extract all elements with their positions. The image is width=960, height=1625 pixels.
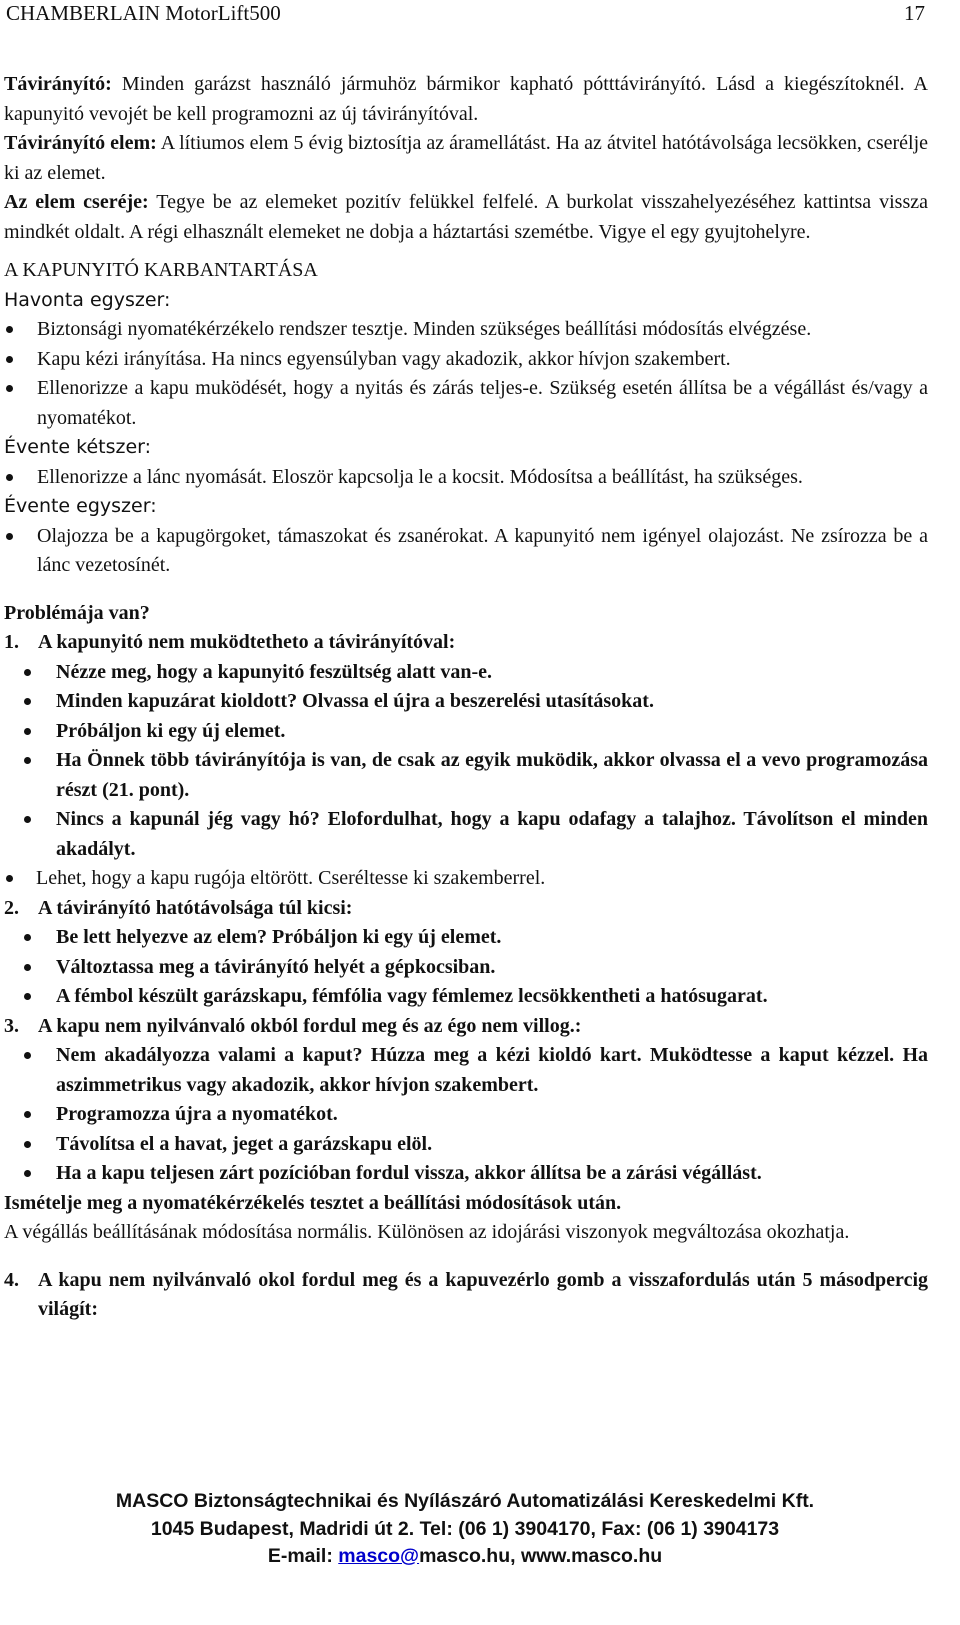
email-link[interactable]: masco@ bbox=[338, 1545, 420, 1567]
battery-label: Távirányító elem: bbox=[4, 132, 157, 154]
company-footer bbox=[0, 1488, 930, 1571]
maintenance-heading: A KAPUNYITÓ KARBANTARTÁSA bbox=[4, 259, 318, 281]
section-2-title: 2. A távirányító hatótávolsága túl kicsi: bbox=[4, 896, 353, 919]
section-1-extra-list bbox=[4, 864, 928, 894]
section-3-title: 3. A kapu nem nyilvánvaló okból fordul meg és az égo nem villog.: bbox=[4, 1014, 582, 1037]
list-item: Be lett helyezve az elem? Próbáljon ki egy új elemet. bbox=[56, 926, 502, 948]
remote-label: Távirányító: bbox=[4, 73, 112, 95]
list-item: Ellenorizze a kapu muködését, hogy a nyitás és zárás teljes-e. Szükség esetén állítsa be a végállást és/vagy a nyomatékot. bbox=[37, 377, 928, 429]
monthly-list bbox=[4, 315, 928, 433]
list-item: Nincs a kapunál jég vagy hó? Elofordulhat, hogy a kapu odafagy a talajhoz. Távolítson el minden akadályt. bbox=[56, 808, 928, 860]
section-1-title: 1. A kapunyitó nem muködtetheto a távirányítóval: bbox=[4, 631, 456, 653]
remote-text: Minden garázst használó jármuhöz bármikor kapható pótttávirányító. Lásd a kiegészítoknél. A kapunyitó vevojét be kell programozni az új távirányítóval. bbox=[4, 73, 928, 125]
list-item: Programozza újra a nyomatékot. bbox=[56, 1103, 338, 1125]
section-2-list bbox=[4, 923, 928, 1012]
footer-company-name: MASCO Biztonságtechnikai és Nyílászáró Automatizálási Kereskedelmi Kft. bbox=[115, 1490, 815, 1512]
header-title: CHAMBERLAIN MotorLift500 bbox=[6, 1, 281, 25]
list-item: Nézze meg, hogy a kapunyitó feszültség alatt van-e. bbox=[56, 660, 493, 683]
list-item: Változtassa meg a távirányító helyét a gépkocsiban. bbox=[56, 955, 496, 978]
section-3-list bbox=[4, 1041, 928, 1189]
yearly-list bbox=[4, 522, 928, 581]
battery-paragraph bbox=[4, 129, 928, 188]
page-content bbox=[4, 70, 928, 1325]
list-item: Távolítsa el a havat, jeget a garázskapu elöl. bbox=[56, 1132, 433, 1155]
list-item: Nem akadályozza valami a kaput? Húzza meg a kézi kioldó kart. Muködtesse a kaput kézzel. Ha aszimmetrikus vagy akadozik, akkor hívjon szakembert. bbox=[56, 1044, 928, 1096]
battery-replace-paragraph bbox=[4, 188, 928, 247]
list-item: A fémbol készült garázskapu, fémfólia vagy fémlemez lecsökkentheti a hatósugarat. bbox=[56, 985, 768, 1007]
list-item: Ha Önnek több távirányítója is van, de csak az egyik muködik, akkor olvassa el a vevo programozása részt (21. pont). bbox=[56, 749, 928, 801]
list-item: Ellenorizze a lánc nyomását. Eloször kapcsolja le a kocsit. Módosítsa a beállítást, ha szükséges. bbox=[37, 465, 803, 488]
section-1-list bbox=[4, 658, 928, 865]
limit-adjust-note: A végállás beállításának módosítása normális. Különösen az idojárási viszonyok megváltozása okozhatja. bbox=[4, 1221, 850, 1243]
twice-yearly-list bbox=[4, 463, 928, 493]
list-item: Biztonsági nyomatékérzékelo rendszer tesztje. Minden szükséges beállítási módosítás elvégzése. bbox=[37, 318, 812, 340]
page-number: 17 bbox=[904, 1, 925, 25]
page-header bbox=[6, 0, 925, 28]
troubleshooting-heading: Problémája van? bbox=[4, 601, 150, 624]
battery-text: A lítiumos elem 5 évig biztosítja az áramellátást. Ha az átvitel hatótávolsága lecsökken, cserélje ki az elemet. bbox=[4, 132, 929, 184]
footer-address: 1045 Budapest, Madridi út 2. Tel: (06 1) 3904170, Fax: (06 1) 3904173 bbox=[150, 1517, 780, 1540]
list-item: Kapu kézi irányítása. Ha nincs egyensúlyban vagy akadozik, akkor hívjon szakembert. bbox=[37, 347, 731, 370]
remote-paragraph bbox=[4, 70, 928, 129]
list-item: Lehet, hogy a kapu rugója eltörött. Cseréltesse ki szakemberrel. bbox=[36, 867, 546, 889]
list-item: Olajozza be a kapugörgoket, támaszokat és zsanérokat. A kapunyitó nem igényel olajozást. Ne zsírozza be a lánc vezetosínét. bbox=[37, 524, 928, 576]
section-4-title: 4. A kapu nem nyilvánvaló okol fordul meg és a kapuvezérlo gomb a visszafordulás után 5 másodpercig világít: bbox=[4, 1268, 928, 1320]
battery-replace-text: Tegye be az elemeket pozitív felükkel felfelé. A burkolat visszahelyezéséhez kattintsa vissza mindkét oldalt. A régi elhasznált elemeket ne dobja a háztartási szemétbe. Vigye el egy gyujtohelyre. bbox=[4, 191, 929, 243]
repeat-test-note: Ismételje meg a nyomatékérzékelés tesztet a beállítási módosítások után. bbox=[4, 1191, 622, 1214]
yearly-heading: Évente egyszer: bbox=[4, 495, 157, 517]
twice-yearly-heading: Évente kétszer: bbox=[4, 436, 152, 458]
footer-contact: E-mail: masco@masco.hu, www.masco.hu bbox=[267, 1545, 663, 1567]
list-item: Minden kapuzárat kioldott? Olvassa el újra a beszerelési utasításokat. bbox=[56, 690, 654, 712]
list-item: Ha a kapu teljesen zárt pozícióban fordul vissza, akkor állítsa be a zárási végállást. bbox=[56, 1162, 762, 1184]
battery-replace-label: Az elem cseréje: bbox=[4, 191, 149, 213]
monthly-heading: Havonta egyszer: bbox=[4, 288, 171, 311]
list-item: Próbáljon ki egy új elemet. bbox=[56, 719, 286, 742]
